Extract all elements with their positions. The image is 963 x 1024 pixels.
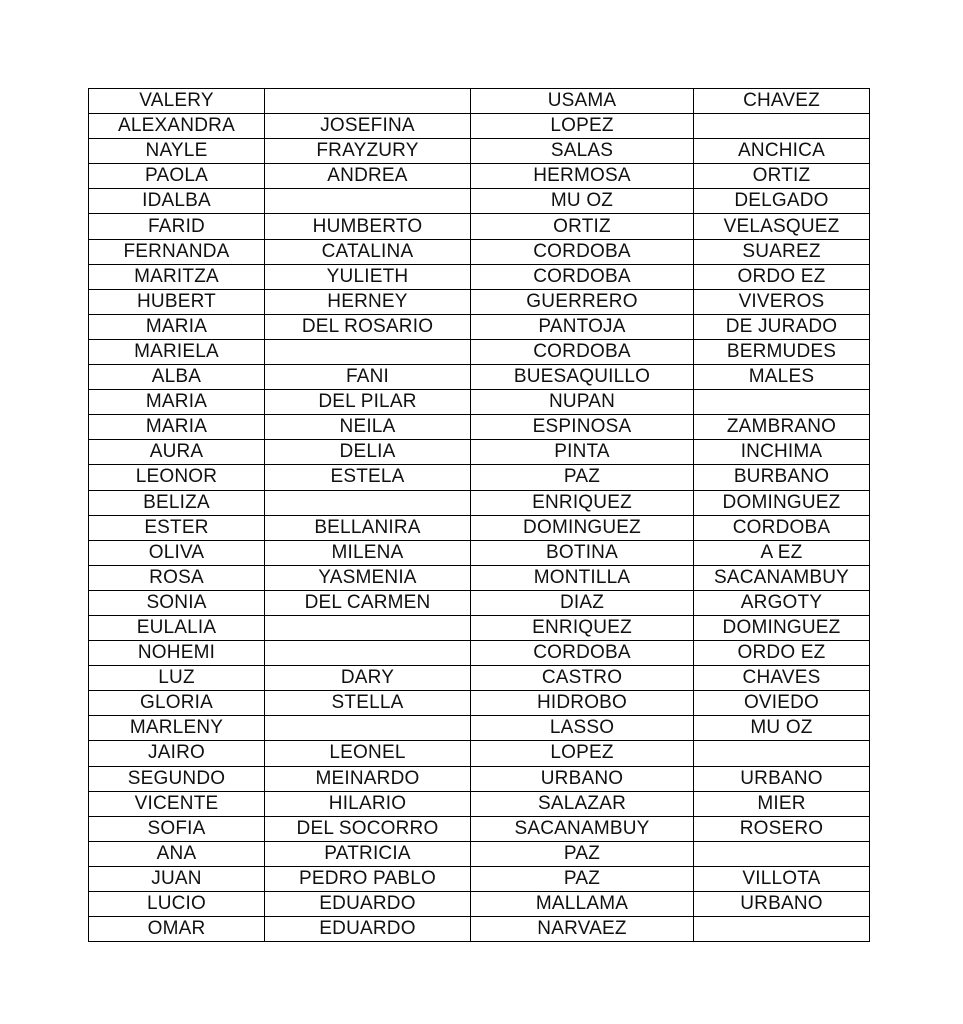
second-surname-cell: VILLOTA bbox=[694, 866, 870, 891]
first-name-cell: SEGUNDO bbox=[89, 766, 265, 791]
second-name-cell bbox=[265, 641, 471, 666]
first-surname-cell: BUESAQUILLO bbox=[471, 365, 694, 390]
first-name-cell: MARIA bbox=[89, 314, 265, 339]
first-name-cell: JAIRO bbox=[89, 741, 265, 766]
second-surname-cell: DOMINGUEZ bbox=[694, 490, 870, 515]
second-surname-cell: BERMUDES bbox=[694, 339, 870, 364]
second-name-cell: HUMBERTO bbox=[265, 214, 471, 239]
first-name-cell: SOFIA bbox=[89, 816, 265, 841]
second-surname-cell: CHAVEZ bbox=[694, 89, 870, 114]
second-surname-cell: MU OZ bbox=[694, 716, 870, 741]
first-surname-cell: SACANAMBUY bbox=[471, 816, 694, 841]
second-name-cell: DEL PILAR bbox=[265, 390, 471, 415]
table-row bbox=[89, 440, 870, 465]
second-surname-cell: ZAMBRANO bbox=[694, 415, 870, 440]
table-row bbox=[89, 214, 870, 239]
first-surname-cell: LOPEZ bbox=[471, 114, 694, 139]
first-surname-cell: ORTIZ bbox=[471, 214, 694, 239]
first-name-cell: MARLENY bbox=[89, 716, 265, 741]
second-name-cell: LEONEL bbox=[265, 741, 471, 766]
first-name-cell: ROSA bbox=[89, 565, 265, 590]
first-name-cell: LUCIO bbox=[89, 892, 265, 917]
second-surname-cell: ARGOTY bbox=[694, 590, 870, 615]
first-name-cell: PAOLA bbox=[89, 164, 265, 189]
second-name-cell: DARY bbox=[265, 666, 471, 691]
first-surname-cell: CORDOBA bbox=[471, 641, 694, 666]
second-surname-cell: URBANO bbox=[694, 766, 870, 791]
second-name-cell: DEL SOCORRO bbox=[265, 816, 471, 841]
second-name-cell: HERNEY bbox=[265, 289, 471, 314]
first-name-cell: OMAR bbox=[89, 917, 265, 942]
first-surname-cell: PAZ bbox=[471, 866, 694, 891]
second-name-cell: BELLANIRA bbox=[265, 515, 471, 540]
table-row bbox=[89, 415, 870, 440]
table-row bbox=[89, 841, 870, 866]
first-surname-cell: LOPEZ bbox=[471, 741, 694, 766]
second-surname-cell: ANCHICA bbox=[694, 139, 870, 164]
table-row bbox=[89, 641, 870, 666]
first-name-cell: FERNANDA bbox=[89, 239, 265, 264]
second-name-cell: DEL ROSARIO bbox=[265, 314, 471, 339]
table-row bbox=[89, 314, 870, 339]
second-surname-cell: SUAREZ bbox=[694, 239, 870, 264]
second-name-cell bbox=[265, 615, 471, 640]
second-name-cell: YULIETH bbox=[265, 264, 471, 289]
second-name-cell bbox=[265, 189, 471, 214]
first-name-cell: MARIELA bbox=[89, 339, 265, 364]
table-row bbox=[89, 189, 870, 214]
first-surname-cell: BOTINA bbox=[471, 540, 694, 565]
table-row bbox=[89, 365, 870, 390]
first-surname-cell: ENRIQUEZ bbox=[471, 615, 694, 640]
first-surname-cell: CORDOBA bbox=[471, 239, 694, 264]
names-table-body bbox=[89, 89, 870, 942]
first-name-cell: FARID bbox=[89, 214, 265, 239]
first-surname-cell: DIAZ bbox=[471, 590, 694, 615]
first-name-cell: LEONOR bbox=[89, 465, 265, 490]
second-surname-cell bbox=[694, 390, 870, 415]
first-surname-cell: GUERRERO bbox=[471, 289, 694, 314]
second-surname-cell: OVIEDO bbox=[694, 691, 870, 716]
first-surname-cell: ENRIQUEZ bbox=[471, 490, 694, 515]
first-name-cell: VALERY bbox=[89, 89, 265, 114]
table-row bbox=[89, 666, 870, 691]
second-surname-cell bbox=[694, 114, 870, 139]
second-surname-cell: INCHIMA bbox=[694, 440, 870, 465]
first-name-cell: MARIA bbox=[89, 415, 265, 440]
second-surname-cell: MALES bbox=[694, 365, 870, 390]
table-row bbox=[89, 615, 870, 640]
second-name-cell: HILARIO bbox=[265, 791, 471, 816]
first-surname-cell: HERMOSA bbox=[471, 164, 694, 189]
second-name-cell bbox=[265, 716, 471, 741]
first-name-cell: MARITZA bbox=[89, 264, 265, 289]
first-surname-cell: MU OZ bbox=[471, 189, 694, 214]
names-table bbox=[88, 88, 870, 942]
first-name-cell: MARIA bbox=[89, 390, 265, 415]
table-row bbox=[89, 289, 870, 314]
second-name-cell: STELLA bbox=[265, 691, 471, 716]
first-name-cell: JUAN bbox=[89, 866, 265, 891]
first-name-cell: NAYLE bbox=[89, 139, 265, 164]
first-name-cell: ALEXANDRA bbox=[89, 114, 265, 139]
first-name-cell: GLORIA bbox=[89, 691, 265, 716]
first-surname-cell: NARVAEZ bbox=[471, 917, 694, 942]
table-row bbox=[89, 490, 870, 515]
table-row bbox=[89, 89, 870, 114]
first-surname-cell: ESPINOSA bbox=[471, 415, 694, 440]
first-surname-cell: MALLAMA bbox=[471, 892, 694, 917]
first-surname-cell: DOMINGUEZ bbox=[471, 515, 694, 540]
second-name-cell: ESTELA bbox=[265, 465, 471, 490]
table-row bbox=[89, 590, 870, 615]
second-name-cell: PATRICIA bbox=[265, 841, 471, 866]
second-surname-cell bbox=[694, 741, 870, 766]
table-row bbox=[89, 691, 870, 716]
table-row bbox=[89, 716, 870, 741]
table-row bbox=[89, 565, 870, 590]
first-surname-cell: PAZ bbox=[471, 841, 694, 866]
second-name-cell: MILENA bbox=[265, 540, 471, 565]
table-row bbox=[89, 239, 870, 264]
first-name-cell: LUZ bbox=[89, 666, 265, 691]
table-row bbox=[89, 766, 870, 791]
first-name-cell: ESTER bbox=[89, 515, 265, 540]
second-name-cell: NEILA bbox=[265, 415, 471, 440]
table-row bbox=[89, 917, 870, 942]
second-name-cell: JOSEFINA bbox=[265, 114, 471, 139]
table-row bbox=[89, 791, 870, 816]
second-surname-cell bbox=[694, 841, 870, 866]
second-surname-cell: DE JURADO bbox=[694, 314, 870, 339]
second-surname-cell: A EZ bbox=[694, 540, 870, 565]
first-surname-cell: SALAZAR bbox=[471, 791, 694, 816]
second-name-cell: FRAYZURY bbox=[265, 139, 471, 164]
first-surname-cell: CORDOBA bbox=[471, 264, 694, 289]
first-name-cell: OLIVA bbox=[89, 540, 265, 565]
second-surname-cell: BURBANO bbox=[694, 465, 870, 490]
table-row bbox=[89, 465, 870, 490]
first-surname-cell: PINTA bbox=[471, 440, 694, 465]
second-name-cell bbox=[265, 89, 471, 114]
second-surname-cell: ORTIZ bbox=[694, 164, 870, 189]
second-name-cell bbox=[265, 339, 471, 364]
table-row bbox=[89, 264, 870, 289]
second-surname-cell: URBANO bbox=[694, 892, 870, 917]
table-row bbox=[89, 540, 870, 565]
second-name-cell: MEINARDO bbox=[265, 766, 471, 791]
first-surname-cell: PANTOJA bbox=[471, 314, 694, 339]
table-row bbox=[89, 339, 870, 364]
second-name-cell: DELIA bbox=[265, 440, 471, 465]
second-surname-cell: VIVEROS bbox=[694, 289, 870, 314]
second-name-cell: ANDREA bbox=[265, 164, 471, 189]
first-surname-cell: PAZ bbox=[471, 465, 694, 490]
table-row bbox=[89, 892, 870, 917]
second-name-cell: DEL CARMEN bbox=[265, 590, 471, 615]
table-row bbox=[89, 390, 870, 415]
first-surname-cell: HIDROBO bbox=[471, 691, 694, 716]
first-surname-cell: LASSO bbox=[471, 716, 694, 741]
second-surname-cell: DOMINGUEZ bbox=[694, 615, 870, 640]
second-surname-cell: CORDOBA bbox=[694, 515, 870, 540]
table-row bbox=[89, 816, 870, 841]
second-surname-cell: VELASQUEZ bbox=[694, 214, 870, 239]
second-name-cell: CATALINA bbox=[265, 239, 471, 264]
first-name-cell: SONIA bbox=[89, 590, 265, 615]
first-surname-cell: NUPAN bbox=[471, 390, 694, 415]
second-surname-cell: ORDO EZ bbox=[694, 264, 870, 289]
second-name-cell: FANI bbox=[265, 365, 471, 390]
second-name-cell: EDUARDO bbox=[265, 917, 471, 942]
first-name-cell: BELIZA bbox=[89, 490, 265, 515]
second-surname-cell: DELGADO bbox=[694, 189, 870, 214]
second-surname-cell: MIER bbox=[694, 791, 870, 816]
first-name-cell: AURA bbox=[89, 440, 265, 465]
first-surname-cell: SALAS bbox=[471, 139, 694, 164]
table-row bbox=[89, 515, 870, 540]
second-name-cell: YASMENIA bbox=[265, 565, 471, 590]
first-name-cell: HUBERT bbox=[89, 289, 265, 314]
second-name-cell: EDUARDO bbox=[265, 892, 471, 917]
second-surname-cell bbox=[694, 917, 870, 942]
first-name-cell: EULALIA bbox=[89, 615, 265, 640]
first-name-cell: IDALBA bbox=[89, 189, 265, 214]
second-surname-cell: ORDO EZ bbox=[694, 641, 870, 666]
table-row bbox=[89, 114, 870, 139]
first-surname-cell: CASTRO bbox=[471, 666, 694, 691]
first-surname-cell: CORDOBA bbox=[471, 339, 694, 364]
second-name-cell: PEDRO PABLO bbox=[265, 866, 471, 891]
first-name-cell: ALBA bbox=[89, 365, 265, 390]
table-row bbox=[89, 164, 870, 189]
first-surname-cell: MONTILLA bbox=[471, 565, 694, 590]
table-row bbox=[89, 741, 870, 766]
first-surname-cell: USAMA bbox=[471, 89, 694, 114]
second-surname-cell: CHAVES bbox=[694, 666, 870, 691]
table-row bbox=[89, 139, 870, 164]
second-surname-cell: SACANAMBUY bbox=[694, 565, 870, 590]
second-surname-cell: ROSERO bbox=[694, 816, 870, 841]
first-name-cell: VICENTE bbox=[89, 791, 265, 816]
table-row bbox=[89, 866, 870, 891]
first-name-cell: ANA bbox=[89, 841, 265, 866]
second-name-cell bbox=[265, 490, 471, 515]
first-name-cell: NOHEMI bbox=[89, 641, 265, 666]
first-surname-cell: URBANO bbox=[471, 766, 694, 791]
